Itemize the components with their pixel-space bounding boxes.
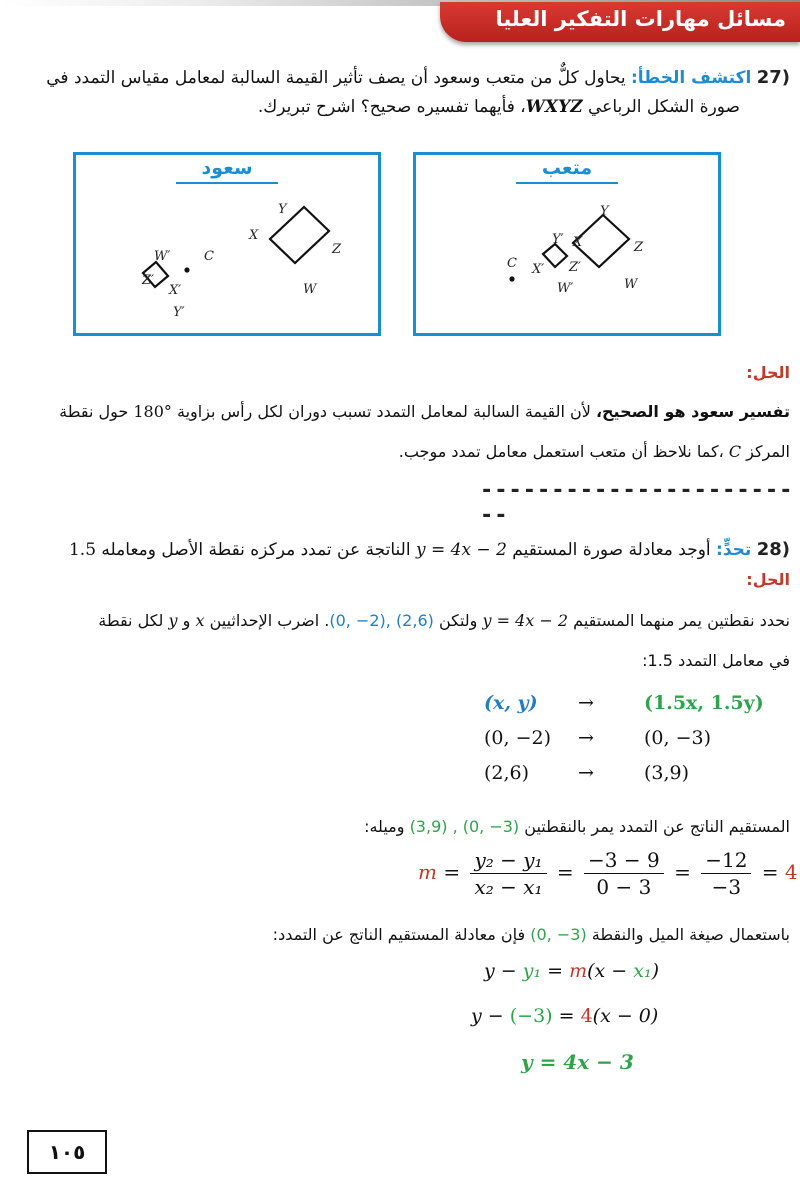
banner-title: مسائل مهارات التفكير العليا <box>495 7 786 31</box>
label-x-saud: X <box>249 228 259 243</box>
q28-para4: باستعمال صيغة الميل والنقطة (0, −3) فإن معادلة المستقيم الناتج عن التمدد: <box>272 925 790 944</box>
panel-saud <box>73 152 381 336</box>
slope-result: 4 <box>784 860 798 884</box>
slope-frac-simplified: $\frac{-12}{-3}$ <box>701 848 751 899</box>
q27-line2: صورة الشكل الرباعي WXYZ، فأيهما تفسيره صحيح؟ اشرح تبريرك. <box>257 97 740 117</box>
q27-solution-label: الحل: <box>746 363 790 382</box>
slope-frac-values: $\frac{-3 - 9}{0 - 3}$ <box>584 848 664 899</box>
map-row-2: (2,6) → (3,9) <box>484 762 690 784</box>
quad-image-mutab <box>543 244 567 267</box>
q28-para3: المستقيم الناتج عن التمدد يمر بالنقطتين (3,9) , (0, −3) وميله: <box>364 817 790 836</box>
q28-number: 28) <box>756 539 790 560</box>
label-xp-saud: X′ <box>169 283 182 298</box>
panel-mutab <box>413 152 721 336</box>
equation-substituted: y − (−3) = 4(x − 0) <box>471 1005 659 1027</box>
q28-para2: في معامل التمدد 1.5: <box>642 651 790 670</box>
map-row-1: (0, −2) → (0, −3) <box>484 727 712 749</box>
label-w-mutab: W <box>624 277 638 292</box>
q27-solution-line1: تفسير سعود هو الصحيح، لأن القيمة السالبة لمعامل التمدد تسبب دوران لكل رأس بزاوية 180° حول نقطة <box>59 402 790 421</box>
q27-line1 <box>0 64 790 92</box>
q28-solution-label: الحل: <box>746 570 790 589</box>
label-y-mutab: Y <box>600 204 609 219</box>
label-yp-saud: Y′ <box>173 305 185 320</box>
q27-text1: يحاول كلٌّ من متعب وسعود أن يصف تأثير القيمة السالبة لمعامل مقياس التمدد في <box>46 68 626 88</box>
slope-frac-general: $\frac{\text{y₂ − y₁}}{\text{x₂ − x₁}}$ <box>470 848 546 899</box>
label-z-mutab: Z <box>634 240 644 255</box>
final-equation: y = 4x − 3 <box>521 1050 634 1074</box>
label-zp-saud: Z′ <box>142 273 154 288</box>
q27-center-var: C <box>728 442 742 461</box>
label-yp-mutab: Y′ <box>552 232 564 247</box>
q28-image-points: (3,9) , (0, −3) <box>409 817 520 836</box>
q27-number: 27) <box>756 67 790 88</box>
label-zp-mutab: Z′ <box>569 260 581 275</box>
label-w-saud: W <box>303 282 317 297</box>
page-number: ١٠٥ <box>27 1130 107 1174</box>
figure-mutab <box>416 155 718 333</box>
label-wp-saud: W′ <box>154 249 171 264</box>
center-point-saud <box>184 267 189 272</box>
label-xp-mutab: X′ <box>532 262 545 277</box>
quadrilateral-name: WXYZ <box>525 97 583 117</box>
q28-tag: تحدٍّ: <box>716 540 752 560</box>
q27-tag: اكتشف الخطأ: <box>630 68 752 88</box>
label-y-saud: Y <box>278 202 287 217</box>
q27-answer-bold: تفسير سعود هو الصحيح، <box>595 402 790 421</box>
panel-mutab-title: متعب <box>541 157 593 179</box>
q28-line-equation: y = 4x − 2 <box>415 540 507 560</box>
label-c-mutab: C <box>507 256 517 271</box>
section-banner <box>440 2 800 42</box>
label-z-saud: Z <box>332 242 342 257</box>
slope-formula: m = $\frac{\text{y₂ − y₁}}{\text{x₂ − x₁}}$ = $\frac{-3 - 9}{0 - 3}$ = $\frac{-12}{-3}$ = 4 <box>418 848 798 899</box>
center-point-mutab <box>509 276 514 281</box>
label-x-mutab: X <box>573 235 583 250</box>
q27-angle: 180° <box>133 402 172 421</box>
q28-para1: نحدد نقطتين يمر منهما المستقيم y = 4x − 2 ولتكن (0, −2), (2,6). اضرب الإحداثيين x و y لكل نقطة <box>98 611 790 630</box>
q28-line1: 28) تحدٍّ: أوجد معادلة صورة المستقيم y = 4x − 2 الناتجة عن تمدد مركزه نقطة الأصل ومعامله 1.5 <box>68 539 790 560</box>
map-row-0: (x, y) → (1.5x, 1.5y) <box>484 692 764 714</box>
q28-points: (0, −2), (2,6) <box>329 611 434 630</box>
panel-saud-title: سعود <box>201 157 253 179</box>
figure-saud <box>76 155 378 333</box>
label-wp-mutab: W′ <box>557 281 574 296</box>
equation-point-slope: y − y₁ = m(x − x₁) <box>484 960 660 982</box>
q27-solution-line2: المركز C ،كما نلاحظ أن متعب استعمل معامل تمدد موجب. <box>398 442 790 461</box>
section-separator: ------------------------ <box>480 478 794 528</box>
label-c-saud: C <box>204 249 214 264</box>
